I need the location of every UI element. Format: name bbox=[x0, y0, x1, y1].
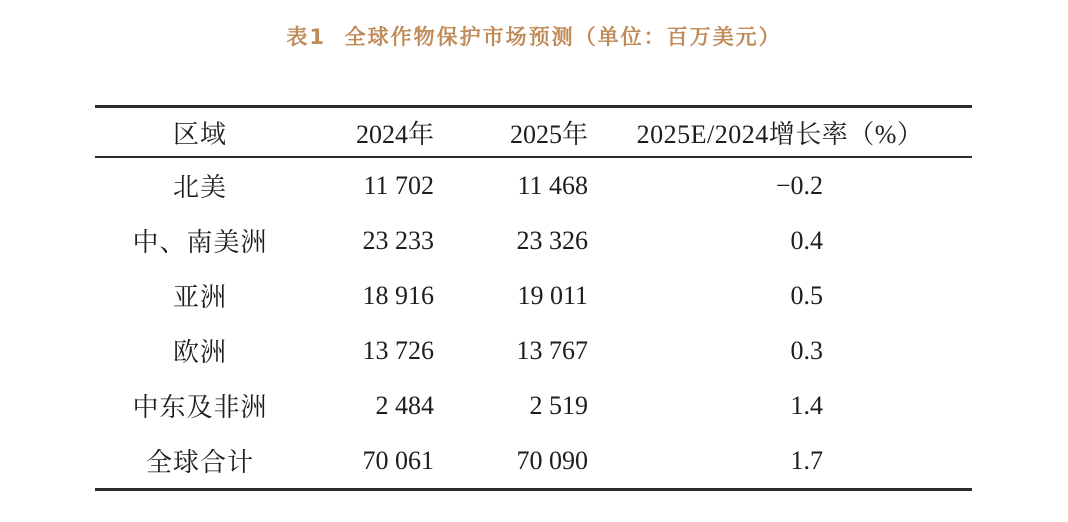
table-row-north-america bbox=[95, 158, 972, 213]
cell-growth-value: 0.4 bbox=[790, 225, 823, 255]
cell-2024-value: 2 484 bbox=[375, 390, 434, 420]
cell-2025-value: 70 090 bbox=[516, 445, 588, 475]
table-title: 表1 全球作物保护市场预测（单位：百万美元） bbox=[286, 25, 782, 49]
data-table bbox=[95, 105, 972, 491]
cell-2024-value: 11 702 bbox=[363, 170, 434, 200]
cell-growth-value: 0.3 bbox=[790, 335, 823, 365]
table-row-central-south-america bbox=[95, 213, 972, 268]
cell-2025-value: 11 468 bbox=[517, 170, 588, 200]
cell-2025-value: 13 767 bbox=[516, 335, 588, 365]
cell-growth-value: −0.2 bbox=[775, 170, 823, 200]
cell-growth-value: 1.7 bbox=[790, 445, 823, 475]
column-header-2024: 2024年 bbox=[355, 119, 434, 149]
table-row-middle-east-africa bbox=[95, 378, 972, 433]
cell-growth-value: 0.5 bbox=[790, 280, 823, 310]
cell-2025-value: 19 011 bbox=[517, 280, 588, 310]
table-row-europe bbox=[95, 323, 972, 378]
column-header-2025: 2025年 bbox=[509, 119, 588, 149]
column-header-growth-rate: 2025E/2024增长率（%） bbox=[636, 119, 924, 149]
cell-2024-value: 70 061 bbox=[362, 445, 434, 475]
cell-2024-value: 13 726 bbox=[362, 335, 434, 365]
cell-2024-value: 23 233 bbox=[362, 225, 434, 255]
table-row-asia bbox=[95, 268, 972, 323]
cell-2025-value: 23 326 bbox=[516, 225, 588, 255]
cell-region: 全球合计 bbox=[145, 448, 254, 477]
cell-region: 亚洲 bbox=[172, 283, 227, 312]
table-row-global-total bbox=[95, 433, 972, 488]
cell-2024-value: 18 916 bbox=[362, 280, 434, 310]
cell-region: 北美 bbox=[172, 173, 227, 202]
cell-growth-value: 1.4 bbox=[790, 390, 823, 420]
cell-region: 欧洲 bbox=[172, 338, 227, 367]
column-header-region: 区域 bbox=[172, 119, 227, 149]
cell-2025-value: 2 519 bbox=[529, 390, 588, 420]
table-header-row bbox=[95, 108, 972, 158]
cell-region: 中东及非洲 bbox=[132, 393, 268, 422]
cell-region: 中、南美洲 bbox=[132, 228, 268, 257]
